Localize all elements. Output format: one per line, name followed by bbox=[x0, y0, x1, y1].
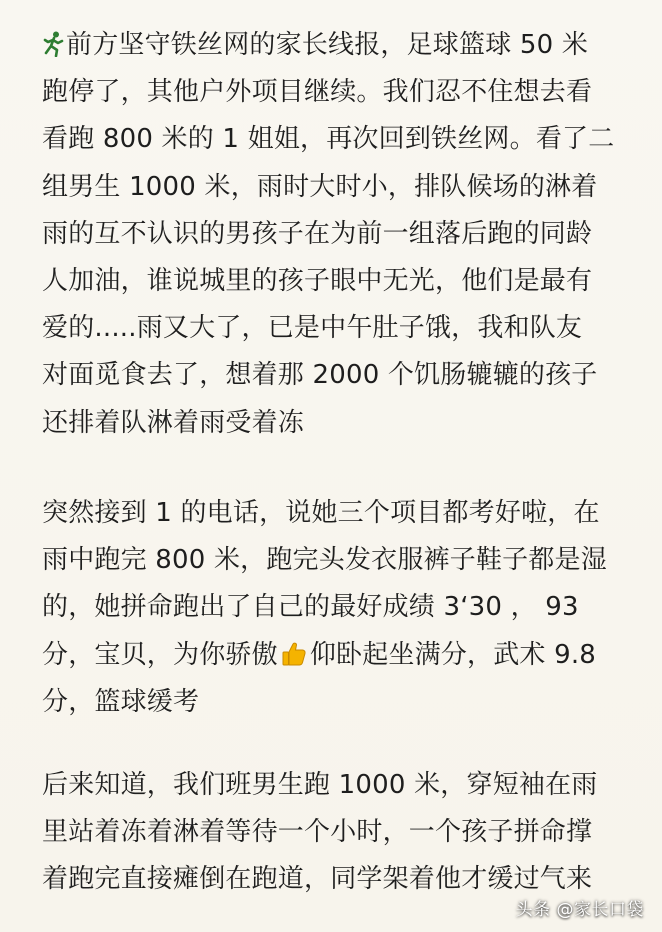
text-line: 着跑完直接瘫倒在跑道，同学架着他才缓过气来 bbox=[42, 864, 593, 895]
text-segment: 分，宝贝，为你骄傲 bbox=[42, 639, 278, 670]
text-line: 里站着冻着淋着等待一个小时，一个孩子拼命撑 bbox=[42, 817, 593, 848]
paragraph-1 bbox=[42, 22, 632, 447]
text-line: 人加油，谁说城里的孩子眼中无光，他们是最有 bbox=[42, 265, 593, 296]
text-line: 前方坚守铁丝网的家长线报，足球篮球 50 米 bbox=[42, 22, 632, 69]
text-line: 爱的.....雨又大了，已是中午肚子饿，我和队友 bbox=[42, 313, 583, 344]
text-line: 后来知道，我们班男生跑 1000 米，穿短袖在雨 bbox=[42, 770, 598, 800]
text-segment: 仰卧起坐满分，武术 9.8 bbox=[309, 639, 597, 670]
paragraph-3 bbox=[42, 762, 632, 904]
text-line bbox=[42, 632, 632, 679]
text-line: 雨中跑完 800 米，跑完头发衣服裤子鞋子都是湿 bbox=[42, 545, 607, 576]
text-line: 还排着队淋着雨受着冻 bbox=[42, 407, 305, 438]
text-line: 雨的互不认识的男孩子在为前一组落后跑的同龄 bbox=[42, 218, 593, 249]
watermark: 头条 @家长口袋 bbox=[515, 900, 644, 920]
paragraph-2 bbox=[42, 490, 632, 726]
text-line: 看跑 800 米的 1 姐姐，再次回到铁丝网。看了二 bbox=[42, 124, 615, 155]
text-line: 突然接到 1 的电话，说她三个项目都考好啦，在 bbox=[42, 498, 600, 528]
running-person-icon bbox=[42, 31, 64, 57]
text-line: 分，篮球缓考 bbox=[42, 686, 200, 717]
thumbs-up-icon bbox=[280, 640, 308, 668]
text-line: 跑停了，其他户外项目继续。我们忍不住想去看 bbox=[42, 77, 593, 108]
text-line: 对面觅食去了，想着那 2000 个饥肠辘辘的孩子 bbox=[42, 360, 598, 391]
text-line: 组男生 1000 米，雨时大时小，排队候场的淋着 bbox=[42, 171, 598, 202]
text-line: 的，她拼命跑出了自己的最好成绩 3‘30 ， 93 bbox=[42, 592, 579, 623]
